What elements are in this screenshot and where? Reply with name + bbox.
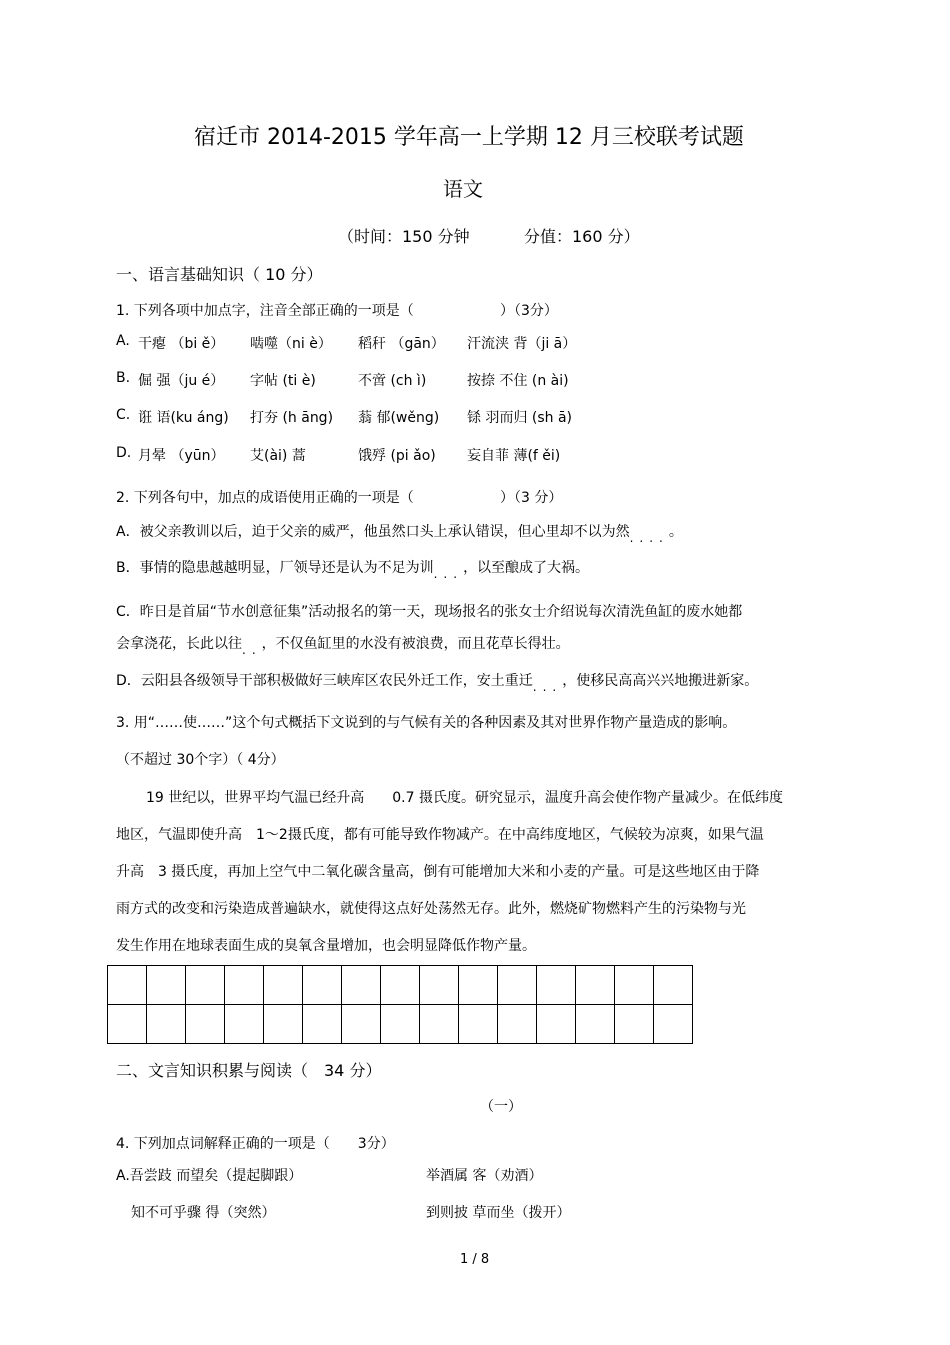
q2-option-c-text: 会拿浇花，长此以往	[116, 636, 242, 652]
answer-cell[interactable]	[420, 966, 459, 1005]
q3-passage-line1: 19 世纪以，世界平均气温已经升高 0.7 摄氏度。研究显示，温度升高会使作物产量减少。在低纬度	[146, 790, 783, 806]
q1-option-c-label: C.	[116, 407, 131, 423]
answer-cell[interactable]	[615, 1005, 654, 1044]
section2-part-label: （一）	[480, 1099, 522, 1115]
answer-cell[interactable]	[342, 1005, 381, 1044]
answer-cell[interactable]	[225, 966, 264, 1005]
answer-cell[interactable]	[498, 1005, 537, 1044]
q1-option-d-item4: 妄自菲 薄(f ěi)	[467, 448, 561, 464]
q1-tail: ）（3分）	[500, 303, 558, 319]
q4-option-a3: 知不可乎骤 得（突然）	[131, 1205, 276, 1221]
answer-grid-row	[108, 966, 693, 1005]
q1-option-d-item1: 月晕 （yūn）	[138, 448, 225, 464]
q1-stem: 1. 下列各项中加点字，注音全部正确的一项是（	[116, 303, 414, 319]
q1-option-b-item2: 字帖 (ti è)	[250, 373, 316, 389]
answer-cell[interactable]	[381, 1005, 420, 1044]
answer-cell[interactable]	[459, 1005, 498, 1044]
answer-cell[interactable]	[576, 1005, 615, 1044]
q1-option-d-item3: 饿殍 (pi ǎo)	[358, 448, 436, 464]
answer-cell[interactable]	[615, 966, 654, 1005]
section2-heading: 二、文言知识积累与阅读（ 34 分）	[116, 1061, 382, 1080]
q4-option-a1: A.吾尝跂 而望矣（提起脚跟）	[116, 1168, 303, 1184]
q1-option-c-item1: 诳 语(ku áng)	[138, 410, 229, 426]
emphasis-dots: ...	[433, 567, 464, 581]
q1-option-d-item2: 艾(ài) 蒿	[250, 448, 306, 464]
q2-option-a-end: 。	[668, 524, 683, 540]
q4-option-a2: 举酒属 客（劝酒）	[426, 1168, 543, 1184]
q3-stem: 3. 用“……使……”这个句式概括下文说到的与气候有关的各种因素及其对世界作物产量造成的影响。	[116, 715, 737, 731]
score-info: 分值：160 分）	[524, 227, 640, 246]
q1-option-c-item2: 打夯 (h āng)	[250, 410, 334, 426]
q2-option-a	[116, 521, 683, 545]
answer-cell[interactable]	[108, 966, 147, 1005]
q3-passage-line3: 升高 3 摄氏度，再加上空气中二氧化碳含量高，倒有可能增加大米和小麦的产量。可是这些地区由于降	[116, 864, 760, 880]
q2-option-a-text: A．被父亲教训以后，迫于父亲的威严，他虽然口头上承认错误，但心里却不以为然	[116, 524, 630, 540]
answer-cell[interactable]	[537, 966, 576, 1005]
answer-cell[interactable]	[537, 1005, 576, 1044]
answer-cell[interactable]	[498, 966, 537, 1005]
q2-option-c-line1: C．昨日是首届“节水创意征集”活动报名的第一天，现场报名的张女士介绍说每次清洗鱼缸的废水她都	[116, 604, 743, 620]
answer-cell[interactable]	[186, 966, 225, 1005]
q1-option-a-item1: 干瘪 （bi ě）	[138, 336, 225, 352]
q2-option-d-end: ，使移民高高兴兴地搬进新家。	[562, 673, 759, 689]
q4-option-a4: 到则披 草而坐（拨开）	[426, 1205, 571, 1221]
q2-option-c-end: ，不仅鱼缸里的水没有被浪费，而且花草长得壮。	[261, 636, 570, 652]
answer-cell[interactable]	[303, 966, 342, 1005]
answer-cell[interactable]	[576, 966, 615, 1005]
answer-cell[interactable]	[303, 1005, 342, 1044]
emphasis-dots: ...	[532, 680, 563, 694]
emphasis-dots: ....	[629, 531, 669, 545]
answer-cell[interactable]	[264, 1005, 303, 1044]
q2-option-b-end: ，以至酿成了大祸。	[463, 560, 590, 576]
emphasis-dots: ..	[242, 643, 262, 657]
q1-option-c-item3: 蓊 郁(wěng)	[358, 410, 440, 426]
q1-option-a-item2: 啮噬（ni è）	[250, 336, 332, 352]
q4-stem: 4. 下列加点词解释正确的一项是（ 3分）	[116, 1136, 395, 1152]
q2-option-b	[116, 557, 590, 581]
answer-cell[interactable]	[264, 966, 303, 1005]
answer-cell[interactable]	[108, 1005, 147, 1044]
q1-option-a-item3: 稻秆 （gān）	[358, 336, 445, 352]
section1-heading: 一、语言基础知识（ 10 分）	[116, 265, 323, 284]
q2-tail: ）（3 分）	[500, 490, 563, 506]
q3-note: （不超过 30个字）（ 4分）	[116, 752, 285, 768]
answer-cell[interactable]	[654, 966, 693, 1005]
answer-cell[interactable]	[147, 1005, 186, 1044]
q2-option-b-text: B．事情的隐患越越明显，厂领导还是认为不足为训	[116, 560, 434, 576]
q2-option-d	[116, 670, 759, 694]
answer-cell[interactable]	[225, 1005, 264, 1044]
q1-option-a-item4: 汗流浃 背（ji ā）	[467, 336, 577, 352]
q3-passage-line2: 地区，气温即使升高 1～2摄氏度，都有可能导致作物减产。在中高纬度地区，气候较为凉爽，如果气温	[116, 827, 764, 843]
page-number: 1 / 8	[460, 1252, 490, 1267]
q2-stem: 2. 下列各句中，加点的成语使用正确的一项是（	[116, 490, 414, 506]
subject-title: 语文	[443, 177, 483, 201]
time-info: （时间：150 分钟	[338, 227, 470, 246]
q3-passage-line4: 雨方式的改变和污染造成普遍缺水，就使得这点好处荡然无存。此外，燃烧矿物燃料产生的污染物与光	[116, 901, 746, 917]
q2-option-c-line2	[116, 633, 570, 657]
exam-title: 宿迁市 2014-2015 学年高一上学期 12 月三校联考试题	[194, 125, 744, 150]
q1-option-b-item1: 倔 强（ju é）	[138, 373, 225, 389]
answer-cell[interactable]	[381, 966, 420, 1005]
q1-option-b-item4: 按捺 不住 (n ài)	[467, 373, 569, 389]
answer-cell[interactable]	[420, 1005, 459, 1044]
answer-cell[interactable]	[147, 966, 186, 1005]
q1-option-b-item3: 不啻 (ch ì)	[358, 373, 427, 389]
answer-cell[interactable]	[654, 1005, 693, 1044]
q1-option-c-item4: 铩 羽而归 (sh ā)	[467, 410, 573, 426]
answer-cell[interactable]	[186, 1005, 225, 1044]
answer-cell[interactable]	[342, 966, 381, 1005]
q2-option-d-text: D．云阳县各级领导干部积极做好三峡库区农民外迁工作，安土重迁	[116, 673, 533, 689]
q3-passage-line5: 发生作用在地球表面生成的臭氧含量增加，也会明显降低作物产量。	[116, 938, 536, 954]
answer-grid[interactable]	[107, 965, 693, 1044]
q1-option-a-label: A.	[116, 333, 130, 349]
answer-cell[interactable]	[459, 966, 498, 1005]
answer-grid-row	[108, 1005, 693, 1044]
q1-option-b-label: B.	[116, 370, 131, 386]
q1-option-d-label: D.	[116, 445, 132, 461]
